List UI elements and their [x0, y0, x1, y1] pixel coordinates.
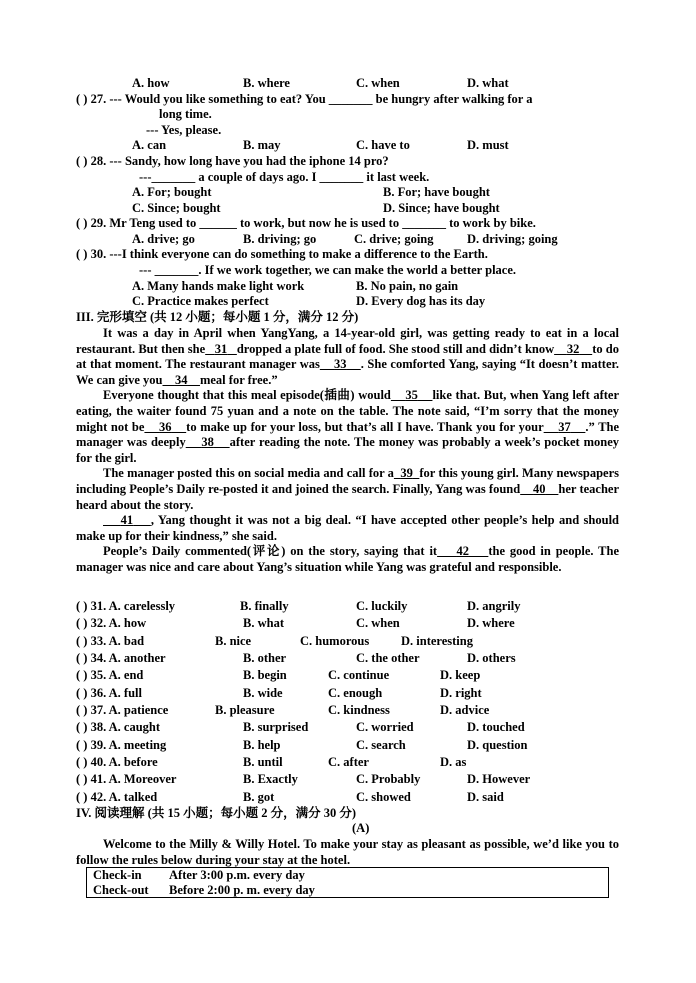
- cloze-paragraph-1: It was a day in April when YangYang, a 14-year-old girl, was getting ready to eat in a local restaurant. But then she 31 dropped a plate full of food. She stood still and didn’t know 32 to do at that moment. The restaurant manager was 33 . She comforted Yang, saying “It doesn’t matter. We can give you 34 meal for free.”: [76, 326, 620, 387]
- q30-stem: ( ) 30. ---I think everyone can do something to make a difference to the Earth.: [76, 247, 488, 261]
- q30-option-a: A. Many hands make light work: [132, 279, 305, 293]
- q27-option-c: C. have to: [356, 138, 410, 152]
- blank-42: 42: [456, 544, 469, 559]
- choice-41-c: C. Probably: [356, 772, 421, 786]
- passage-a-label: (A): [352, 821, 370, 835]
- choice-39-d: D. question: [467, 738, 528, 752]
- choice-38-d: D. touched: [467, 720, 525, 734]
- choice-32-b: B. what: [243, 616, 284, 630]
- choice-40-c: C. after: [328, 755, 369, 769]
- q27-option-d: D. must: [467, 138, 509, 152]
- choice-36-d: D. right: [440, 686, 482, 700]
- q29-stem: ( ) 29. Mr Teng used to ______ to work, but now he is used to _______ to work by bike.: [76, 216, 536, 230]
- checkout-value: Before 2:00 p. m. every day: [169, 883, 315, 897]
- q27-option-a: A. can: [132, 138, 167, 152]
- blank-34: 34: [174, 372, 188, 387]
- q28-option-c: C. Since; bought: [132, 201, 221, 215]
- checkout-row: [93, 883, 315, 899]
- checkin-value: After 3:00 p.m. every day: [169, 868, 305, 882]
- choice-32: ( ) 32. A. how: [76, 616, 147, 630]
- cloze-paragraph-5: People’s Daily commented(评论) on the story, saying that it 42 the good in people. The manager was nice and care about Yang’s situation while Yang was grateful and responsible.: [76, 544, 619, 574]
- choice-40-d: D. as: [440, 755, 467, 769]
- q26-option-b: B. where: [243, 76, 290, 90]
- choice-31-c: C. luckily: [356, 599, 408, 613]
- choice-41-b: B. Exactly: [243, 772, 298, 786]
- choice-34: ( ) 34. A. another: [76, 651, 166, 665]
- choice-39-c: C. search: [356, 738, 406, 752]
- hotel-intro: [76, 837, 619, 868]
- section-3-heading: III. 完形填空 (共 12 小题；每小题 1 分，满分 12 分): [76, 310, 359, 324]
- choice-40-b: B. until: [243, 755, 283, 769]
- choice-36-b: B. wide: [243, 686, 283, 700]
- choice-32-d: D. where: [467, 616, 515, 630]
- choice-41-d: D. However: [467, 772, 531, 786]
- q26-option-a: A. how: [132, 76, 170, 90]
- choice-35-b: B. begin: [243, 668, 287, 682]
- checkin-row: [93, 868, 305, 884]
- choice-35-c: C. continue: [328, 668, 390, 682]
- blank-41: 41: [120, 513, 134, 528]
- blank-31: 31: [214, 341, 228, 356]
- choice-35-d: D. keep: [440, 668, 481, 682]
- q28-option-a: A. For; bought: [132, 185, 212, 199]
- q30-reply: --- _______. If we work together, we can make the world a better place.: [139, 263, 517, 277]
- cloze-passage: [76, 326, 619, 576]
- q29-option-d: D. driving; going: [467, 232, 558, 246]
- choice-31-b: B. finally: [240, 599, 289, 613]
- checkout-label: Check-out: [93, 883, 149, 897]
- blank-33: 33: [334, 357, 347, 372]
- choice-40: ( ) 40. A. before: [76, 755, 158, 769]
- choice-38-b: B. surprised: [243, 720, 309, 734]
- q27-option-b: B. may: [243, 138, 281, 152]
- q27-stem: ( ) 27. --- Would you like something to eat? You _______ be hungry after walking for a: [76, 92, 533, 106]
- blank-40: 40: [533, 481, 546, 496]
- choice-33: ( ) 33. A. bad: [76, 634, 145, 648]
- choice-37-d: D. advice: [440, 703, 490, 717]
- choice-35: ( ) 35. A. end: [76, 668, 144, 682]
- choice-38-c: C. worried: [356, 720, 414, 734]
- cloze-paragraph-3: The manager posted this on social media and call for a 39 for this young girl. Many newspapers including People’s Daily re-posted it and joined the search. Finally, Yang was found 40 her teacher heard about the story.: [76, 466, 619, 512]
- q28-stem: ( ) 28. --- Sandy, how long have you had the iphone 14 pro?: [76, 154, 389, 168]
- choice-34-b: B. other: [243, 651, 287, 665]
- q30-option-d: D. Every dog has its day: [356, 294, 486, 308]
- choice-42-d: D. said: [467, 790, 504, 804]
- hotel-rules-table: [86, 867, 609, 898]
- choice-37-c: C. kindness: [328, 703, 390, 717]
- q28-option-b: B. For; have bought: [383, 185, 490, 199]
- choice-32-c: C. when: [356, 616, 400, 630]
- choice-42-b: B. got: [243, 790, 275, 804]
- choice-33-d: D. interesting: [401, 634, 473, 648]
- q28-reply: ---_______ a couple of days ago. I _______ it last week.: [139, 170, 430, 184]
- q29-option-a: A. drive; go: [132, 232, 195, 246]
- q27-stem-cont: long time.: [159, 107, 212, 121]
- q26-option-c: C. when: [356, 76, 400, 90]
- choice-36: ( ) 36. A. full: [76, 686, 142, 700]
- choice-38: ( ) 38. A. caught: [76, 720, 161, 734]
- choice-33-c: C. humorous: [300, 634, 370, 648]
- hotel-intro-text: Welcome to the Milly & Willy Hotel. To make your stay as pleasant as possible, we’d like you to follow the rules below during your stay at the hotel.: [76, 837, 619, 867]
- choice-33-b: B. nice: [215, 634, 252, 648]
- choice-42: ( ) 42. A. talked: [76, 790, 158, 804]
- q30-option-c: C. Practice makes perfect: [132, 294, 269, 308]
- cloze-paragraph-2: Everyone thought that this meal episode(插曲) would 35 like that. But, when Yang left after eating, the waiter found 75 yuan and a note on the table. The note said, “I’m sorry that the money might not be 36 to make up for your loss, but that’s all I have. Thank you for your 37 .” The manager was deeply 38 after reading the note. The money was probably a week’s pocket money for the girl.: [76, 388, 620, 465]
- choice-41: ( ) 41. A. Moreover: [76, 772, 177, 786]
- blank-39: 39: [400, 466, 413, 481]
- choice-42-c: C. showed: [356, 790, 411, 804]
- choice-37-b: B. pleasure: [215, 703, 275, 717]
- q29-option-b: B. driving; go: [243, 232, 317, 246]
- choice-37: ( ) 37. A. patience: [76, 703, 169, 717]
- section-4-heading: IV. 阅读理解 (共 15 小题；每小题 2 分，满分 30 分): [76, 806, 356, 820]
- choice-39-b: B. help: [243, 738, 281, 752]
- blank-37: 37: [558, 419, 571, 434]
- choice-31: ( ) 31. A. carelessly: [76, 599, 176, 613]
- q26-option-d: D. what: [467, 76, 509, 90]
- q28-option-d: D. Since; have bought: [383, 201, 500, 215]
- q27-reply: --- Yes, please.: [146, 123, 222, 137]
- choice-34-d: D. others: [467, 651, 516, 665]
- blank-36: 36: [159, 419, 172, 434]
- cloze-paragraph-4: 41 , Yang thought it was not a big deal. “I have accepted other people’s help and should make up for their kindness,” she said.: [76, 513, 620, 543]
- blank-32: 32: [566, 341, 580, 356]
- q29-option-c: C. drive; going: [354, 232, 434, 246]
- choice-31-d: D. angrily: [467, 599, 521, 613]
- blank-38: 38: [201, 435, 214, 450]
- checkin-label: Check-in: [93, 868, 142, 882]
- blank-35: 35: [405, 388, 418, 403]
- choice-39: ( ) 39. A. meeting: [76, 738, 167, 752]
- choice-36-c: C. enough: [328, 686, 383, 700]
- choice-34-c: C. the other: [356, 651, 420, 665]
- q30-option-b: B. No pain, no gain: [356, 279, 459, 293]
